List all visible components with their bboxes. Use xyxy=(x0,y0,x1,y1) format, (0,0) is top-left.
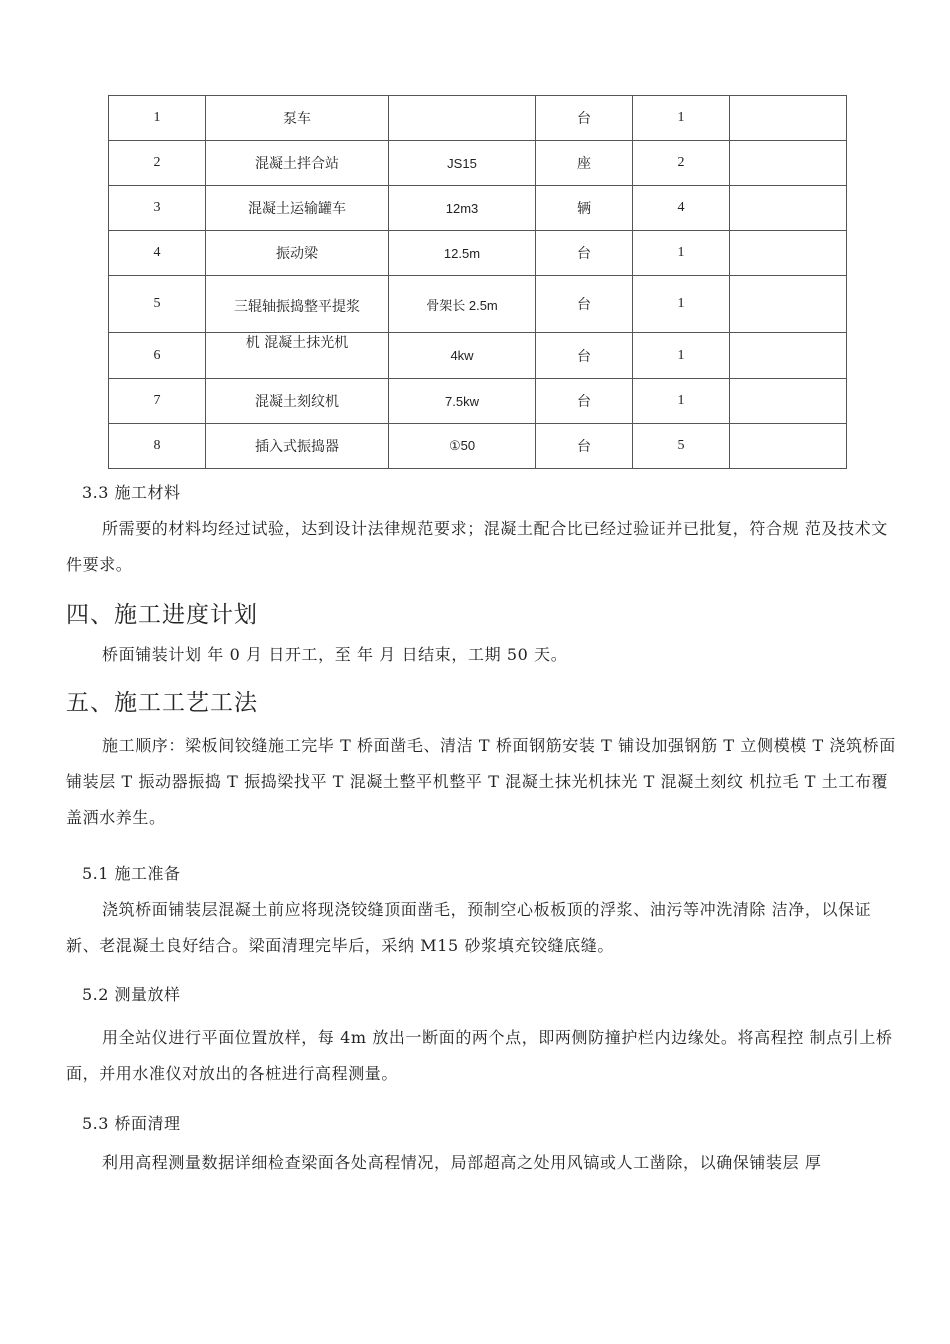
cell-name-merged xyxy=(206,276,389,351)
cell-qty: 4 xyxy=(633,186,730,231)
table-row xyxy=(109,276,847,333)
cell-model xyxy=(389,96,536,141)
cell-unit: 台 xyxy=(536,424,633,469)
cell-qty: 1 xyxy=(633,333,730,379)
cell-note xyxy=(730,424,847,469)
cell-name: 混凝土刻纹机 xyxy=(206,379,389,424)
cell-name: 三辊轴振捣整平提浆 xyxy=(234,299,360,315)
section-heading-5-3: 5.3 桥面清理 xyxy=(82,1114,181,1133)
cell-qty: 1 xyxy=(633,231,730,276)
cell-qty: 1 xyxy=(633,276,730,333)
table-row xyxy=(109,231,847,276)
paragraph-surveying: 用全站仪进行平面位置放样，每 4m 放出一断面的两个点，即两侧防撞护栏内边缘处。将高程控 制点引上桥面，并用水准仪对放出的各桩进行高程测量。 xyxy=(66,1028,893,1083)
cell-no: 3 xyxy=(109,186,206,231)
cell-name: 机 混凝土抹光机 xyxy=(245,335,349,351)
cell-no: 1 xyxy=(109,96,206,141)
section-heading-3-3: 3.3 施工材料 xyxy=(82,483,181,502)
cell-note xyxy=(730,276,847,333)
table-row xyxy=(109,379,847,424)
cell-unit: 台 xyxy=(536,333,633,379)
cell-model: 12.5m xyxy=(389,231,536,276)
table-row xyxy=(109,424,847,469)
cell-name: 振动梁 xyxy=(206,231,389,276)
cell-model: ①50 xyxy=(389,424,536,469)
cell-unit: 辆 xyxy=(536,186,633,231)
table-row xyxy=(109,186,847,231)
cell-name: 混凝土拌合站 xyxy=(206,141,389,186)
cell-unit: 台 xyxy=(536,231,633,276)
chapter-heading-5: 五、施工工艺工法 xyxy=(66,690,258,716)
cell-model: 12m3 xyxy=(389,186,536,231)
paragraph-schedule: 桥面铺装计划 年 0 月 日开工，至 年 月 日结束，工期 50 天。 xyxy=(102,645,568,664)
cell-unit: 台 xyxy=(536,379,633,424)
cell-unit: 座 xyxy=(536,141,633,186)
cell-note xyxy=(730,96,847,141)
section-heading-5-2: 5.2 测量放样 xyxy=(82,985,181,1004)
chapter-heading-4: 四、施工进度计划 xyxy=(66,602,258,628)
cell-name: 混凝土运输罐车 xyxy=(206,186,389,231)
paragraph-materials: 所需要的材料均经过试验，达到设计法律规范要求；混凝土配合比已经过验证并已批复，符合规 范及技术文件要求。 xyxy=(66,519,888,574)
cell-note xyxy=(730,141,847,186)
cell-qty: 1 xyxy=(633,379,730,424)
paragraph-cleaning: 利用高程测量数据详细检查梁面各处高程情况，局部超高之处用风镐或人工凿除，以确保铺装层 厚 xyxy=(102,1153,822,1172)
cell-note xyxy=(730,379,847,424)
section-heading-5-1: 5.1 施工准备 xyxy=(82,864,181,883)
equipment-table xyxy=(108,95,847,469)
cell-note xyxy=(730,186,847,231)
cell-no: 2 xyxy=(109,141,206,186)
cell-no: 4 xyxy=(109,231,206,276)
cell-note xyxy=(730,333,847,379)
paragraph-procedure: 施工顺序：梁板间铰缝施工完毕 T 桥面凿毛、清洁 T 桥面钢筋安装 T 铺设加强钢筋 T 立侧模模 T 浇筑桥面铺装层 T 振动器振捣 T 振捣梁找平 T 混凝土整平机整平 T 混凝土抹光机抹光 T 混凝土刻纹 机拉毛 T 土工布覆盖洒水养生。 xyxy=(66,736,896,827)
cell-no: 7 xyxy=(109,379,206,424)
cell-model: JS15 xyxy=(389,141,536,186)
cell-qty: 1 xyxy=(633,96,730,141)
cell-name: 插入式振捣器 xyxy=(206,424,389,469)
cell-name: 泵车 xyxy=(206,96,389,141)
cell-no: 5 xyxy=(109,276,206,333)
cell-model: 7.5kw xyxy=(389,379,536,424)
table-row xyxy=(109,96,847,141)
cell-model: 4kw xyxy=(389,333,536,379)
paragraph-preparation: 浇筑桥面铺装层混凝土前应将现浇铰缝顶面凿毛，预制空心板板顶的浮浆、油污等冲洗清除 洁净，以保证新、老混凝土良好结合。梁面清理完毕后，采纳 M15 砂浆填充铰缝底缝。 xyxy=(66,900,872,955)
cell-model: 骨架长 2.5m xyxy=(389,276,536,333)
cell-qty: 5 xyxy=(633,424,730,469)
cell-unit: 台 xyxy=(536,96,633,141)
cell-note xyxy=(730,231,847,276)
cell-no: 8 xyxy=(109,424,206,469)
cell-no: 6 xyxy=(109,333,206,379)
cell-qty: 2 xyxy=(633,141,730,186)
cell-unit: 台 xyxy=(536,276,633,333)
table-row xyxy=(109,141,847,186)
